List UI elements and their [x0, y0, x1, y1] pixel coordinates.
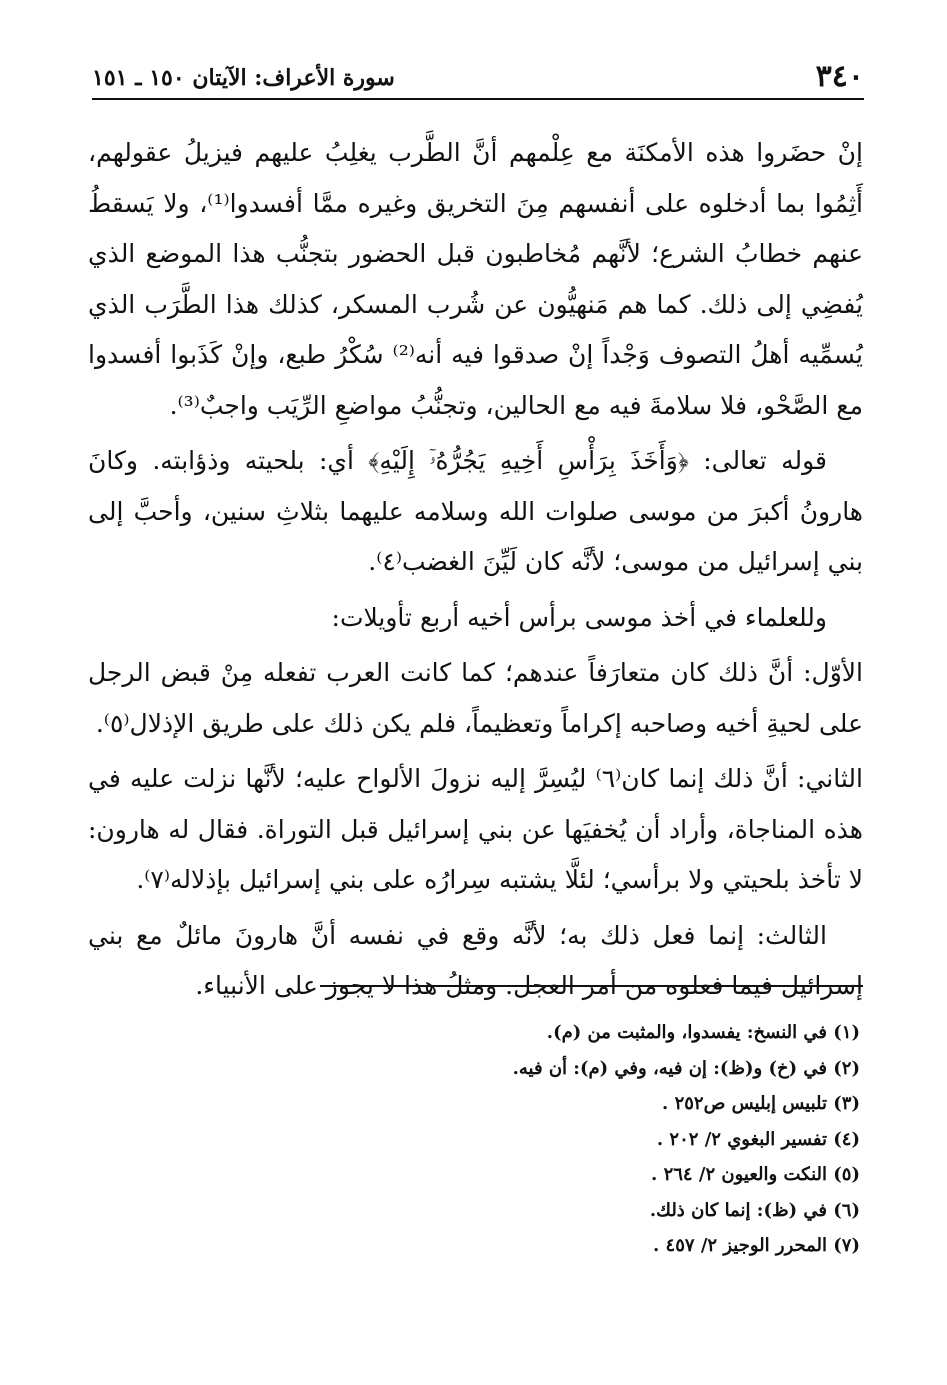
paragraph-2: قوله تعالى: ﴿وَأَخَذَ بِرَأْسِ أَخِيهِ يَجُرُّهُۥٓ إِلَيْهِ﴾ أي: بلحيته وذؤابته. وكانَ هارونُ أكبرَ من موسى صلوات الله وسلامه عليهما بثلاثِ سنين، وأحبَّ إلى بني إسرائيل من موسى؛ لأنَّه كان لَيِّنَ الغضب⁽٤⁾.: [88, 446, 863, 576]
footnote-5: (٥) النكت والعيون ٢/ ٢٦٤ .: [651, 1164, 860, 1185]
main-text: [88, 128, 863, 1017]
footnote-2: (٢) في (خ) و(ظ): إن فيه، وفي (م): أن فيه.: [512, 1057, 860, 1079]
paragraph-5: الثاني: أنَّ ذلك إنما كان⁽٦⁾ ليُسِرَّ إليه نزولَ الألواح عليه؛ لأنَّها نزلت عليه في هذه المناجاة، وأراد أن يُخفيَها عن بني إسرائيل قبل التوراة. فقال له هارون: لا تأخذ بلحيتي ولا برأسي؛ لئلَّا يشتبه سِرارُه على بني إسرائيل بإذلاله⁽٧⁾.: [88, 764, 863, 894]
footnote-7: (٧) المحرر الوجيز ٢/ ٤٥٧ .: [652, 1235, 860, 1256]
footnote-divider: [320, 985, 863, 987]
paragraph-6: الثالث: إنما فعل ذلك به؛ لأنَّه وقع في نفسه أنَّ هارونَ مائلٌ مع بني إسرائيل فيما فعلوه من أمر العجل. ومثلُ هذا لا يجوز على الأنبياء.: [88, 920, 863, 1000]
paragraph-3: وللعلماء في أخذ موسى برأس أخيه أربع تأويلات:: [331, 602, 827, 632]
footnote-4: (٤) تفسير البغوي ٢/ ٢٠٢ .: [656, 1128, 860, 1150]
footnote-6: (٦) في (ظ): إنما كان ذلك.: [649, 1199, 860, 1221]
footnotes: [300, 1015, 860, 1264]
page-header: [92, 58, 864, 100]
paragraph-4: الأوّل: أنَّ ذلك كان متعارَفاً عندهم؛ كما كانت العرب تفعله مِنْ قبض الرجل على لحيةِ أخيه وصاحبه إكراماً وتعظيماً، فلم يكن ذلك على طريق الإذلال⁽٥⁾.: [88, 658, 863, 738]
footnote-3: (٣) تلبيس إبليس ص٢٥٢ .: [662, 1093, 860, 1114]
paragraph-1: إنْ حضَروا هذه الأمكنَة مع عِلْمهم أنَّ الطَّرب يغلِبُ عليهم فيزيلُ عقولهم، أَثِمُوا بما أدخلوه على أنفسهم مِنَ التخريق وغيره ممَّا أفسدوا⁽¹⁾، ولا يَسقطُ عنهم خطابُ الشرع؛ لأنَّهم مُخاطبون قبل الحضور بتجنُّب هذا الموضع الذي يُفضِي إلى ذلك. كما هم مَنهيُّون عن شُرب المسكر، كذلك هذا الطَّرَب الذي يُسمِّيه أهلُ التصوف وَجْداً إنْ صدقوا فيه أنه⁽²⁾ سُكْرُ طبع، وإنْ كَذَبوا أفسدوا مع الصَّحْو، فلا سلامةَ فيه مع الحالين، وتجنُّبُ مواضعِ الرِّيَب واجبٌ⁽³⁾.: [88, 138, 863, 420]
page-number: ٣٤٠: [815, 59, 864, 94]
footnote-1: (١) في النسخ: يفسدوا، والمثبت من (م).: [546, 1022, 860, 1043]
running-title: سورة الأعراف: الآيتان ١٥٠ ـ ١٥١: [92, 65, 395, 91]
